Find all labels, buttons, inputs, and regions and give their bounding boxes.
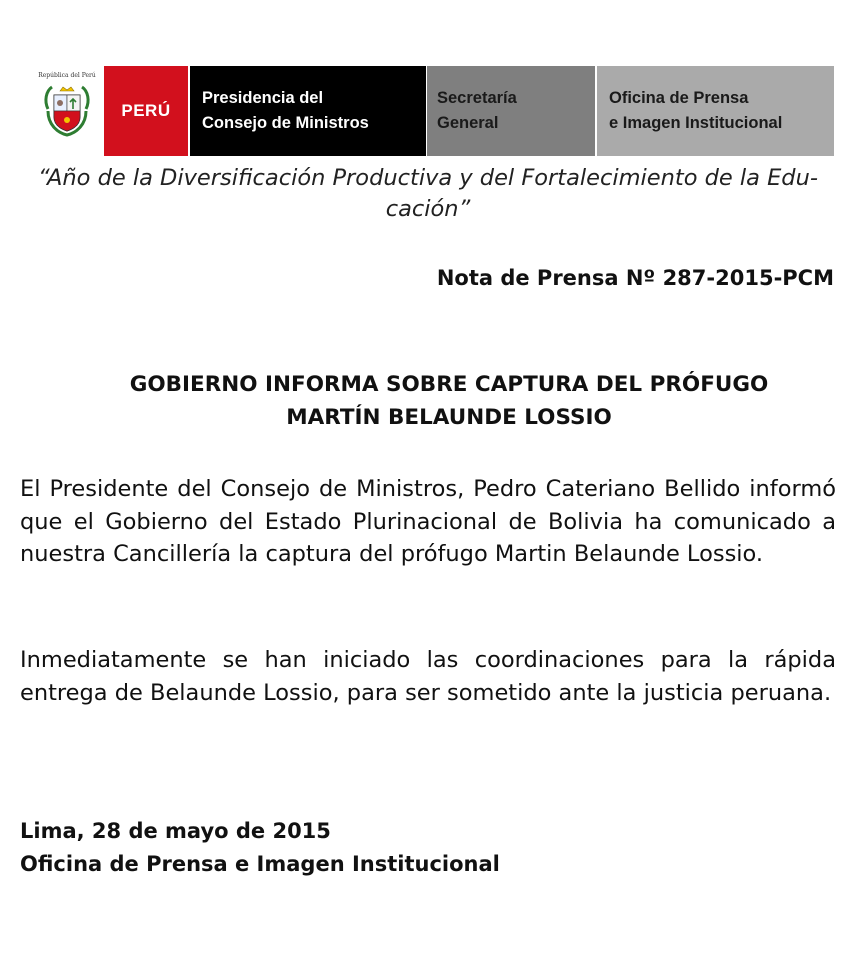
headline-line1: GOBIERNO INFORMA SOBRE CAPTURA DEL PRÓFUGO — [129, 372, 769, 397]
pcm-block — [190, 66, 426, 156]
coat-of-arms-icon — [42, 81, 92, 139]
office-line1: Oficina de Prensa — [609, 89, 749, 107]
peru-badge — [104, 66, 188, 156]
headline-line2: MARTÍN BELAUNDE LOSSIO — [286, 405, 612, 430]
sg-line2: General — [437, 114, 499, 132]
seal-caption: República del Perú — [38, 72, 96, 79]
pcm-line2: Consejo de Ministros — [202, 114, 369, 132]
secretaria-block — [427, 66, 595, 156]
signature-office: Oficina de Prensa e Imagen Institucional — [20, 852, 500, 876]
office-line2: e Imagen Institucional — [609, 114, 783, 132]
signature-block — [20, 815, 500, 881]
seal-block — [30, 66, 104, 156]
sg-line1: Secretaría — [437, 89, 517, 107]
oficina-block — [597, 66, 834, 156]
body-paragraph-1: El Presidente del Consejo de Ministros, Pedro Cateriano Bellido informó que el Gobierno del Estado Plurinacional de Bolivia ha comunicado a nuestra Cancillería la captura del prófugo Martin Belaunde Lossio. — [20, 476, 836, 567]
press-note-number: Nota de Prensa Nº 287-2015-PCM — [436, 266, 834, 290]
headline — [22, 368, 860, 434]
place-date: Lima, 28 de mayo de 2015 — [20, 819, 331, 843]
pcm-line1: Presidencia del — [202, 89, 324, 107]
motto-line2: cación” — [385, 196, 471, 222]
body-paragraph-2: Inmediatamente se han iniciado las coordinaciones para la rápida entrega de Belaunde Lossio, para ser sometido ante la justicia peruana. — [20, 647, 836, 706]
year-motto — [22, 163, 834, 225]
motto-line1: “Año de la Diversificación Productiva y del Fortalecimiento de la Edu- — [38, 165, 818, 191]
government-header — [30, 66, 834, 156]
peru-label: PERÚ — [121, 101, 171, 120]
